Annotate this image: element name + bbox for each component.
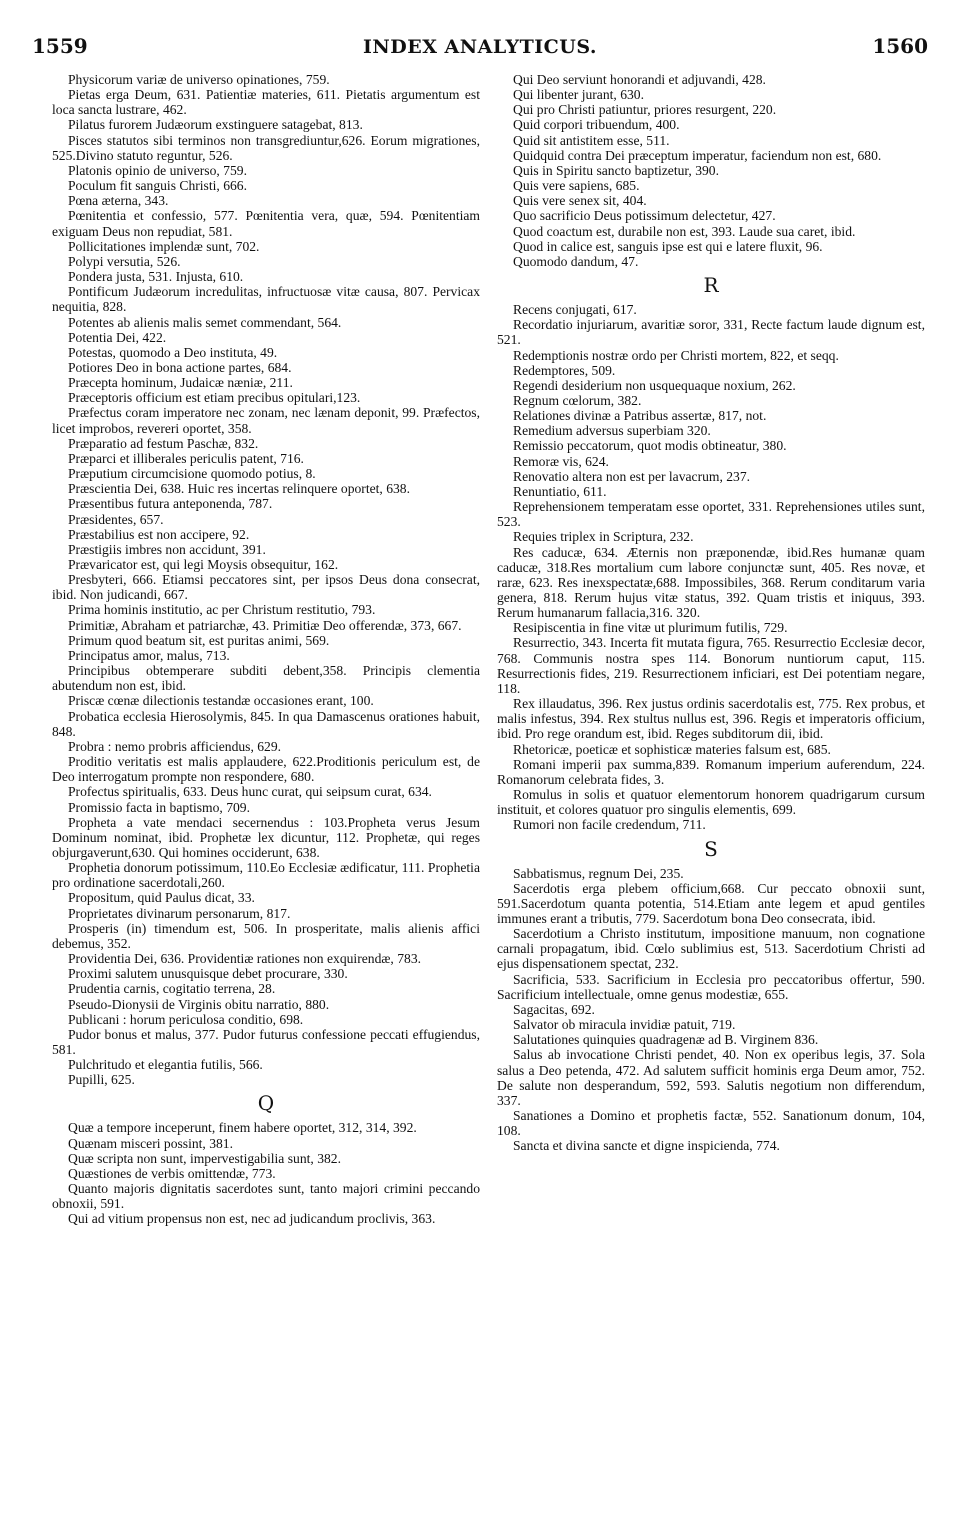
index-entry: Quæstiones de verbis omittendæ, 773. (68, 1165, 276, 1181)
index-entry: Pontificum Judæorum incredulitas, infructuosæ vitæ causa, 807. Pervicax nequitia, 828. (52, 284, 480, 315)
section-letter-s: S (704, 836, 718, 861)
index-entry: Qui libenter jurant, 630. (513, 87, 644, 103)
index-entry: Quidquid contra Dei præceptum imperatur, faciendum non est, 680. (513, 147, 882, 163)
left-column (52, 72, 480, 1227)
index-entry: Sanationes a Domino et prophetis factæ, 552. Sanationum donum, 104, 108. (497, 1108, 925, 1139)
index-entry: Præscientia Dei, 638. Huic res incertas relinquere oportet, 638. (68, 481, 411, 497)
index-entry: Prophetia donorum potissimum, 110.Eo Ecclesiæ ædificatur, 111. Prophetia pro ordinatione sacerdotali,260. (52, 860, 480, 891)
index-entry: Priscæ cœnæ dilectionis testandæ occasiones erant, 100. (68, 693, 374, 709)
index-entry: Quænam misceri possint, 381. (68, 1135, 234, 1151)
index-entry: Requies triplex in Scriptura, 232. (513, 529, 694, 545)
index-entry: Rumori non facile credendum, 711. (513, 817, 706, 833)
index-entry: Rhetoricæ, poeticæ et sophisticæ materies falsum est, 685. (513, 741, 831, 757)
index-entry: Rex illaudatus, 396. Rex justus ordinis sacerdotalis est, 775. Rex probus, et malis infestus, 394. Rex stultus nullus est, 396. Regis et imperatoris officium, ibid. Pro rege orandum est, ibid. Reges subditorum dii, ibid. (497, 696, 925, 742)
index-entry: Probatica ecclesia Hierosolymis, 845. In qua Damascenus orationes habuit, 848. (52, 708, 480, 739)
index-entry: Regendi desiderium non usquequaque noxium, 262. (513, 377, 796, 393)
index-entry: Primum quod beatum sit, est puritas animi, 569. (68, 632, 330, 648)
index-entry: Quis vere senex sit, 404. (513, 193, 647, 209)
index-entry: Publicani : horum periculosa conditio, 698. (68, 1011, 304, 1027)
index-entry: Remoræ vis, 624. (513, 453, 609, 469)
index-entry: Renovatio altera non est per lavacrum, 237. (513, 468, 751, 484)
index-entry: Propositum, quid Paulus dicat, 33. (68, 890, 255, 906)
index-entry: Promissio facta in baptismo, 709. (68, 799, 250, 815)
index-entry: Salus ab invocatione Christi pendet, 40. Non ex operibus legis, 37. Sola salus a Deo petenda, 472. Ad salutem sufficit hominis erga Deum amor, 752. De salute non desperandum, 592, 593. Salutis negotium non differendum, 337. (497, 1047, 925, 1108)
index-entry: Sagacitas, 692. (513, 1001, 595, 1017)
page-number-right: 1560 (872, 34, 928, 58)
section-p-entries (52, 72, 480, 1087)
index-entry: Pœnitentia et confessio, 577. Pœnitentia vera, quæ, 594. Pœnitentiam exiguam Deus non repudiat, 581. (52, 208, 480, 239)
index-entry: Pisces statutos sibi terminos non transgrediuntur,626. Eorum migrationes, 525.Divino statuto reguntur, 526. (52, 132, 480, 163)
index-entry: Regnum cœlorum, 382. (513, 392, 642, 408)
index-entry: Quomodo dandum, 47. (513, 253, 639, 269)
index-entry: Proprietates divinarum personarum, 817. (68, 905, 291, 921)
index-entry: Renuntiatio, 611. (513, 483, 607, 499)
index-entry: Remissio peccatorum, quot modis obtineatur, 380. (513, 438, 787, 454)
index-entry: Potestas, quomodo a Deo instituta, 49. (68, 344, 278, 360)
section-s-entries (497, 866, 925, 1154)
index-entry: Redemptionis nostræ ordo per Christi mortem, 822, et seqq. (513, 347, 839, 363)
index-entry: Præcepta hominum, Judaicæ næniæ, 211. (68, 375, 293, 391)
index-entry: Sabbatismus, regnum Dei, 235. (513, 865, 684, 881)
index-entry: Romulus in solis et quatuor elementorum honorem quadrigarum cursum instituit, et colores quatuor pro singulis elementis, 699. (497, 787, 925, 818)
index-entry: Recordatio injuriarum, avaritiæ soror, 331, Recte factum laude dignum est, 521. (497, 317, 925, 348)
index-entry: Potiores Deo in bona actione partes, 684. (68, 359, 292, 375)
index-entry: Qui Deo serviunt honorandi et adjuvandi, 428. (513, 72, 766, 87)
right-column (497, 72, 925, 1153)
index-entry: Presbyteri, 666. Etiamsi peccatores sint, per ipsos Deus dona consecrat, ibid. Non judicandi, 667. (52, 572, 480, 603)
index-entry: Qui ad vitium propensus non est, nec ad judicandum proclivis, 363. (68, 1211, 436, 1227)
index-entry: Platonis opinio de universo, 759. (68, 162, 247, 178)
index-entry: Sancta et divina sancte et digne inspicienda, 774. (513, 1138, 780, 1154)
index-entry: Quod in calice est, sanguis ipse est qui e latere fluxit, 96. (513, 238, 823, 254)
index-entry: Primitiæ, Abraham et patriarchæ, 43. Primitiæ Deo offerendæ, 373, 667. (68, 617, 462, 633)
index-entry: Quid corpori tribuendum, 400. (513, 117, 680, 133)
index-entry: Pseudo-Dionysii de Virginis obitu narratio, 880. (68, 996, 330, 1012)
index-entry: Pulchritudo et elegantia futilis, 566. (68, 1057, 263, 1073)
index-entry: Præputium circumcisione quomodo potius, 8. (68, 466, 316, 482)
index-entry: Quo sacrificio Deus potissimum delectetur, 427. (513, 208, 776, 224)
index-entry: Præstigiis imbres non accidunt, 391. (68, 541, 266, 557)
index-entry: Pudor bonus et malus, 377. Pudor futurus confessione peccati effugiendus, 581. (52, 1026, 480, 1057)
index-entry: Quæ a tempore inceperunt, finem habere oportet, 312, 314, 392. (68, 1120, 417, 1136)
index-entry: Pollicitationes implendæ sunt, 702. (68, 238, 260, 254)
index-entry: Recens conjugati, 617. (513, 302, 637, 318)
page-number-left: 1559 (32, 34, 88, 58)
index-entry: Polypi versutia, 526. (68, 253, 181, 269)
index-entry: Prudentia carnis, cogitatio terrena, 28. (68, 981, 276, 997)
index-entry: Quod coactum est, durabile non est, 393. Laude sua caret, ibid. (513, 223, 856, 239)
index-entry: Quis vere sapiens, 685. (513, 178, 640, 194)
index-entry: Sacrificia, 533. Sacrificium in Ecclesia pro peccatoribus offertur, 590. Sacrificium intellectuale, omne genus modestiæ, 655. (497, 971, 925, 1002)
index-entry: Quanto majoris dignitatis sacerdotes sunt, tanto majori crimini peccando obnoxii, 591. (52, 1181, 480, 1212)
index-entry: Proditio veritatis est malis applaudere, 622.Proditionis periculum est, de Deo interrogatum prompte non respondere, 680. (52, 754, 480, 785)
index-entry: Pondera justa, 531. Injusta, 610. (68, 269, 244, 285)
index-entry: Præfectus coram imperatore nec zonam, nec lænam deponit, 99. Præfectos, licet improbos, revereri oportet, 358. (52, 405, 480, 436)
index-entry: Physicorum variæ de universo opinationes, 759. (68, 72, 330, 87)
index-entry: Præsentibus futura anteponenda, 787. (68, 496, 273, 512)
index-entry: Resipiscentia in fine vitæ ut plurimum futilis, 729. (513, 620, 788, 636)
page-header (32, 34, 928, 64)
index-entry: Prosperis (in) timendum est, 506. In prosperitate, malis alienis affici debemus, 352. (52, 920, 480, 951)
index-entry: Potentes ab alienis malis semet commendant, 564. (68, 314, 342, 330)
index-entry: Quis in Spiritu sancto baptizetur, 390. (513, 162, 719, 178)
index-entry: Profectus spiritualis, 633. Deus hunc curat, qui seipsum curat, 634. (68, 784, 432, 800)
index-entry: Relationes divinæ a Patribus assertæ, 817, not. (513, 408, 767, 424)
index-entry: Præsidentes, 657. (68, 511, 164, 527)
index-entry: Prævaricator est, qui legi Moysis obsequitur, 162. (68, 557, 339, 572)
index-entry: Principibus obtemperare subditi debent,358. Principis clementia abutendum non est, ibid. (52, 663, 480, 694)
index-entry: Redemptores, 509. (513, 362, 616, 378)
index-entry: Salutationes quinquies quadragenæ ad B. Virginem 836. (513, 1032, 819, 1048)
section-q-entries-left (52, 1120, 480, 1226)
index-entry: Propheta a vate mendaci secernendus : 103.Propheta verus Jesum Dominum nominat, ibid. Prophetæ lex dicuntur, 112. Prophetæ, qui reges objurgaverunt,630. Qui homines occiderunt, 638. (52, 814, 480, 860)
running-title: INDEX ANALYTICUS. (362, 36, 597, 58)
index-entry: Pietas erga Deum, 631. Patientiæ materies, 611. Pietatis argumentum est loca sancta lustrare, 462. (52, 87, 480, 118)
index-entry: Potentia Dei, 422. (68, 329, 167, 345)
index-entry: Proximi salutem unusquisque debet procurare, 330. (68, 966, 348, 982)
section-letter-q: Q (257, 1091, 275, 1116)
index-entry: Principatus amor, malus, 713. (68, 647, 230, 663)
index-entry: Præparci et illiberales periculis patent, 716. (68, 450, 304, 466)
index-entry: Prima hominis institutio, ac per Christum restitutio, 793. (68, 602, 376, 618)
index-entry: Providentia Dei, 636. Providentiæ rationes non exquirendæ, 783. (68, 951, 422, 967)
index-entry: Qui pro Christi patiuntur, priores resurgent, 220. (513, 102, 777, 118)
section-letter-r: R (703, 273, 719, 298)
index-entry: Res caducæ, 634. Æternis non præponendæ, ibid.Res humanæ quam caducæ, 318.Res mortalium cum labore conjunctæ sunt, 405. Res novæ, et raræ, 623. Res inexspectatæ,688. Impossibiles, 368. Rerum conditarum varia genera, 818. Rerum hujus vitæ status, 392. Quam tristis et iniquus, 393. Rerum humanarum fallacia,316. 320. (497, 544, 925, 621)
index-entry: Salvator ob miracula invidiæ patuit, 719. (513, 1017, 736, 1033)
index-entry: Remedium adversus superbiam 320. (513, 423, 711, 439)
index-entry: Probra : nemo probris afficiendus, 629. (68, 738, 282, 754)
section-r-entries (497, 302, 925, 832)
index-entry: Pœna æterna, 343. (68, 193, 169, 209)
index-entry: Romani imperii pax summa,839. Romanum imperium auferendum, 224. Romanorum celebrata fides, 3. (497, 756, 925, 787)
index-entry: Quæ scripta non sunt, impervestigabilia sunt, 382. (68, 1150, 341, 1166)
index-entry: Resurrectio, 343. Incerta fit mutata figura, 765. Resurrectio Ecclesiæ decor, 768. Communis nostra spes 114. Bonorum nuntiorum caput, 115. Resurrectionis fides, 219. Resurrectionem inficiari, est Dei potentiam negare, 118. (497, 635, 925, 696)
index-entry: Reprehensionem temperatam esse oportet, 331. Reprehensiones utiles sunt, 523. (497, 499, 925, 530)
index-entry: Sacerdotis erga plebem officium,668. Cur peccato obnoxii sunt, 591.Sacerdotum quanta potentia, 514.Etiam ante legem et apud gentiles immunes erant a tributis, 779. Sacerdotum bona Deo consecrata, ibid. (497, 880, 925, 926)
index-entry: Pilatus furorem Judæorum exstinguere satagebat, 813. (68, 117, 363, 133)
index-entry: Sacerdotium a Christo institutum, impositione manuum, non cognatione carnali propagatum, ibid. Cœlo sublimius est, 513. Sacerdotium Christi ad ejus dispensationem spectat, 232. (497, 926, 925, 972)
index-entry: Præparatio ad festum Paschæ, 832. (68, 435, 259, 451)
section-q-entries-right (497, 72, 925, 269)
index-entry: Præstabilius est non accipere, 92. (68, 526, 250, 542)
index-entry: Pupilli, 625. (68, 1072, 135, 1088)
index-entry: Præceptoris officium est etiam precibus opitulari,123. (68, 390, 361, 406)
index-entry: Poculum fit sanguis Christi, 666. (68, 178, 247, 194)
index-entry: Quid sit antistitem esse, 511. (513, 132, 670, 148)
